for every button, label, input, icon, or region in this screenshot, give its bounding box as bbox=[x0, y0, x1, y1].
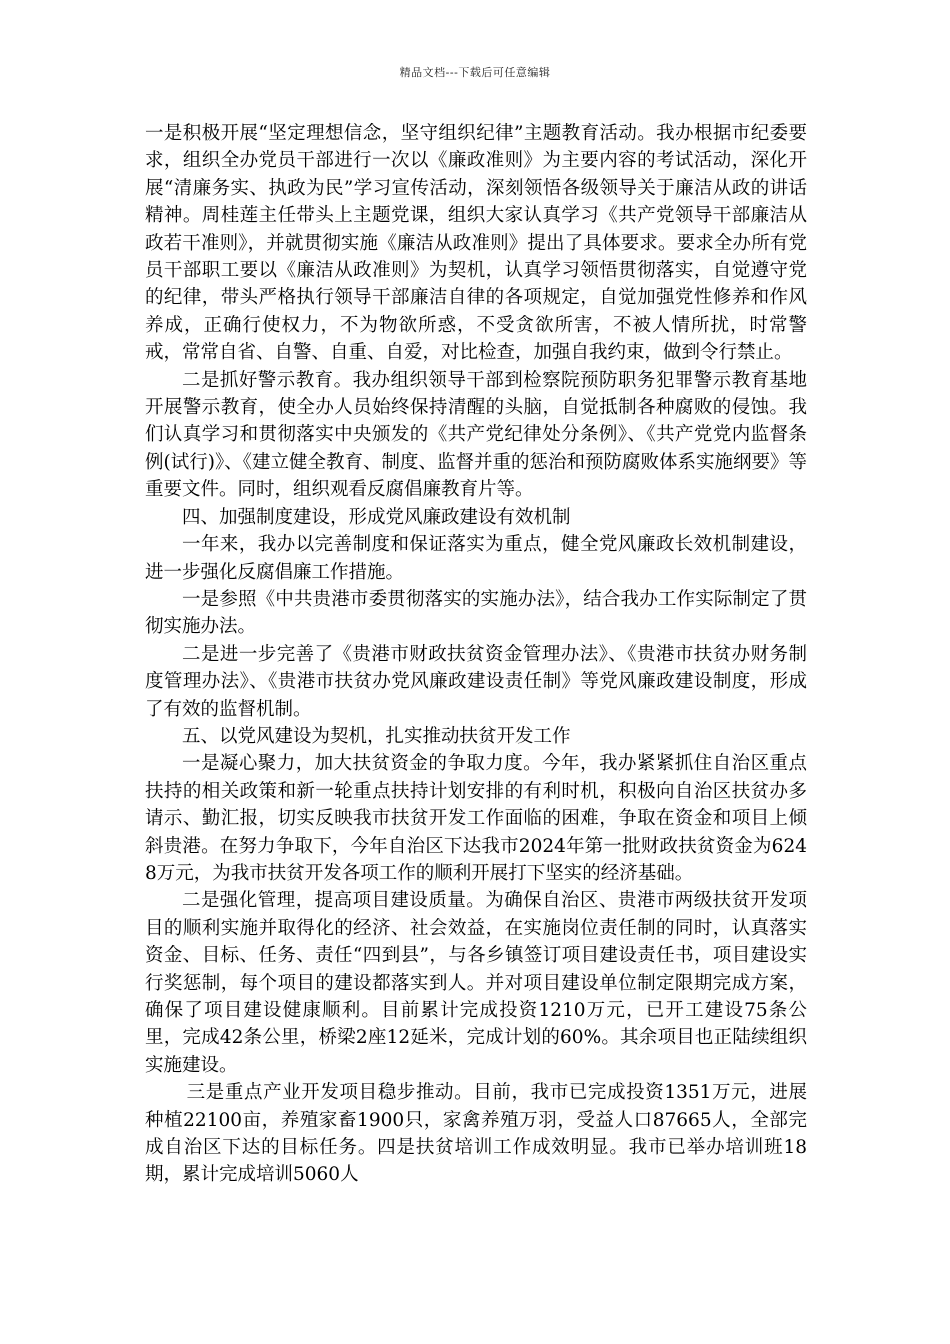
paragraph-industry-projects: 三是重点产业开发项目稳步推动。目前，我市已完成投资1351万元，进展种植22100亩，养殖家畜1900只，家禽养殖万羽，受益人口87665人，全部完成自治区下达的目标任务。四是扶贫培训工作成效明显。我市已举办培训班18期，累计完成培训5060人 bbox=[145, 1082, 807, 1186]
paragraph-implementation-measures: 一是参照《中共贵港市委贯彻落实的实施办法》，结合我办工作实际制定了贯彻实施办法。 bbox=[145, 588, 807, 638]
paragraph-funding: 一是凝心聚力，加大扶贫资金的争取力度。今年，我办紧紧抓住自治区重点扶持的相关政策和新一轮重点扶持计划安排的有利时机，积极向自治区扶贫办多请示、勤汇报，切实反映我市扶贫开发工作面临的困难，争取在资金和项目上倾斜贵港。在努力争取下，今年自治区下达我市2024年第一批财政扶贫资金为6248万元，为我市扶贫开发各项工作的顺利开展打下坚实的经济基础。 bbox=[145, 753, 807, 884]
paragraph-year-summary: 一年来，我办以完善制度和保证落实为重点，健全党风廉政长效机制建设，进一步强化反腐倡廉工作措施。 bbox=[145, 534, 807, 583]
section-heading-system-building: 四、加强制度建设，形成党风廉政建设有效机制 bbox=[182, 506, 571, 528]
document-body bbox=[145, 120, 807, 1189]
page-header-note: 精品文档---下载后可任意编辑 bbox=[399, 66, 551, 79]
paragraph-warning-education: 二是抓好警示教育。我办组织领导干部到检察院预防职务犯罪警示教育基地开展警示教育，使全办人员始终保持清醒的头脑，自觉抵制各种腐败的侵蚀。我们认真学习和贯彻落实中央颁发的《共产党纪律处分条例》、《共产党党内监督条例(试行)》、《建立健全教育、制度、监督并重的惩治和预防腐败体系实施纲要》等重要文件。同时，组织观看反腐倡廉教育片等。 bbox=[145, 369, 807, 501]
paragraph-regulations: 二是进一步完善了《贵港市财政扶贫资金管理办法》、《贵港市扶贫办财务制度管理办法》、《贵港市扶贫办党风廉政建设责任制》等党风廉政建设制度，形成了有效的监督机制。 bbox=[145, 643, 807, 720]
section-heading-poverty-alleviation: 五、以党风建设为契机，扎实推动扶贫开发工作 bbox=[182, 725, 571, 747]
paragraph-theme-education: 一是积极开展“坚定理想信念，坚守组织纪律”主题教育活动。我办根据市纪委要求，组织全办党员干部进行一次以《廉政准则》为主要内容的考试活动，深化开展“清廉务实、执政为民”学习宣传活动，深刻领悟各级领导关于廉洁从政的讲话精神。周桂莲主任带头上主题党课，组织大家认真学习《共产党领导干部廉洁从政若干准则》，并就贯彻实施《廉洁从政准则》提出了具体要求。要求全办所有党员干部职工要以《廉洁从政准则》为契机，认真学习领悟贯彻落实，自觉遵守党的纪律，带头严格执行领导干部廉洁自律的各项规定，自觉加强党性修养和作风养成，正确行使权力，不为物欲所惑，不受贪欲所害，不被人情所扰，时常警戒，常常自省、自警、自重、自爱，对比检查，加强自我约束，做到令行禁止。 bbox=[145, 123, 807, 364]
paragraph-project-management: 二是强化管理，提高项目建设质量。为确保自治区、贵港市两级扶贫开发项目的顺利实施并取得化的经济、社会效益，在实施岗位责任制的同时，认真落实资金、目标、任务、责任“四到县”，与各乡镇签订项目建设责任书，项目建设实行奖惩制，每个项目的建设都落实到人。并对项目建设单位制定限期完成方案，确保了项目建设健康顺利。目前累计完成投资1210万元，已开工建设75条公里，完成42条公里，桥梁2座12延米，完成计划的60%。其余项目也正陆续组织实施建设。 bbox=[145, 890, 807, 1076]
